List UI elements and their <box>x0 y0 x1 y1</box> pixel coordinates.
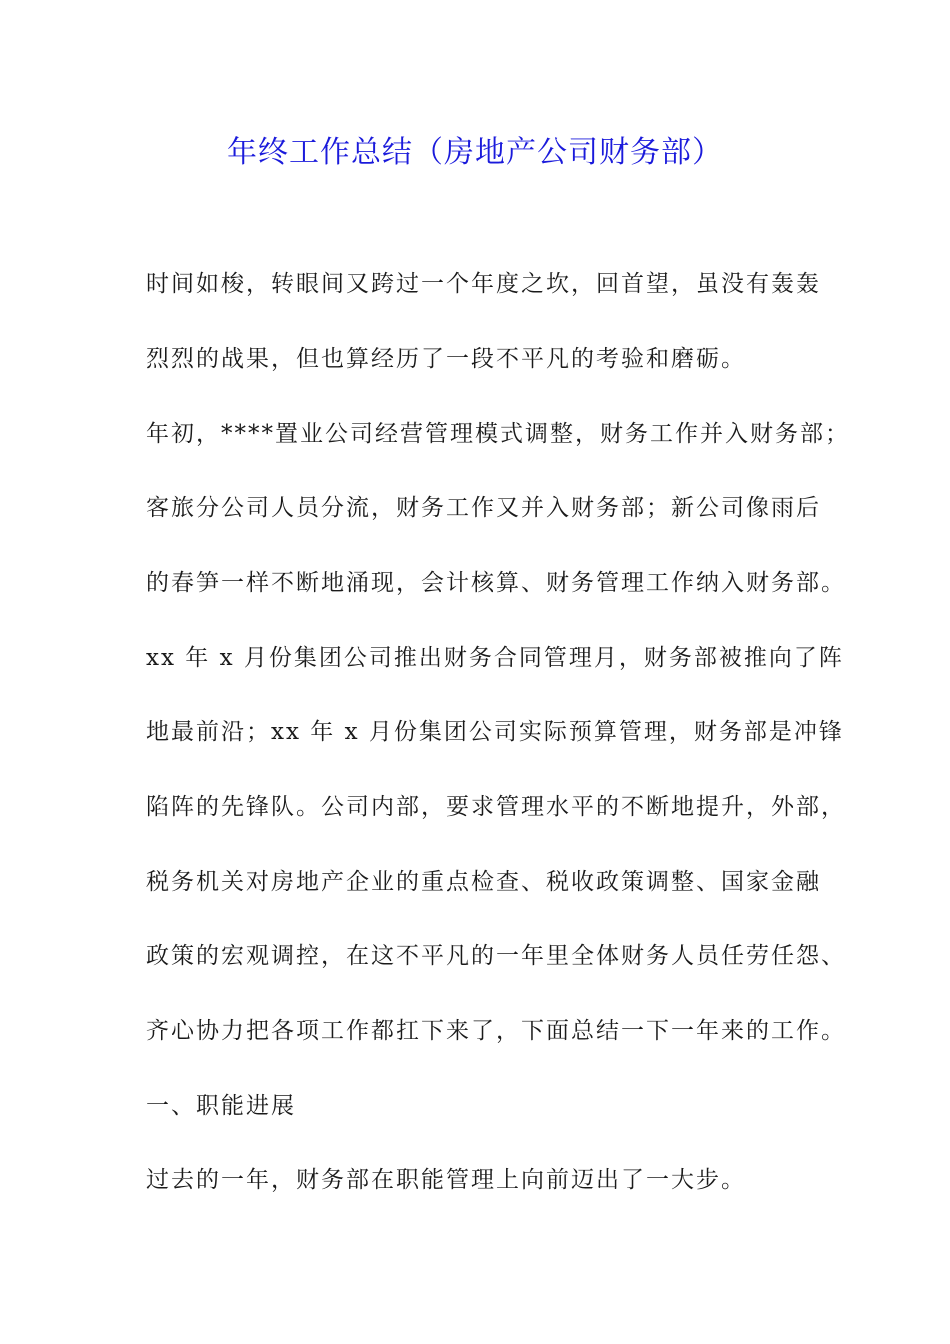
paragraph-line: 过去的一年，财务部在职能管理上向前迈出了一大步。 <box>146 1167 746 1193</box>
paragraph-line: 的春笋一样不断地涌现，会计核算、财务管理工作纳入财务部。 <box>146 570 846 596</box>
paragraph-line: 税务机关对房地产企业的重点检查、税收政策调整、国家金融 <box>146 869 821 895</box>
paragraph-line: xx 年 x 月份集团公司推出财务合同管理月，财务部被推向了阵 <box>146 645 844 671</box>
document-title: 年终工作总结（房地产公司财务部） <box>227 135 723 170</box>
paragraph-line: 客旅分公司人员分流，财务工作又并入财务部；新公司像雨后 <box>146 495 821 521</box>
paragraph-line: 政策的宏观调控，在这不平凡的一年里全体财务人员任劳任怨、 <box>146 943 846 969</box>
paragraph-line: 时间如梭，转眼间又跨过一个年度之坎，回首望，虽没有轰轰 <box>146 271 821 297</box>
paragraph-line: 年初，****置业公司经营管理模式调整，财务工作并入财务部； <box>146 421 850 447</box>
paragraph-line: 齐心协力把各项工作都扛下来了，下面总结一下一年来的工作。 <box>146 1018 846 1044</box>
paragraph-line: 烈烈的战果，但也算经历了一段不平凡的考验和磨砺。 <box>146 346 746 372</box>
paragraph-line: 陷阵的先锋队。公司内部，要求管理水平的不断地提升，外部， <box>146 794 846 820</box>
section-heading: 一、职能进展 <box>146 1093 296 1119</box>
paragraph-line: 地最前沿；xx 年 x 月份集团公司实际预算管理，财务部是冲锋 <box>146 719 844 745</box>
